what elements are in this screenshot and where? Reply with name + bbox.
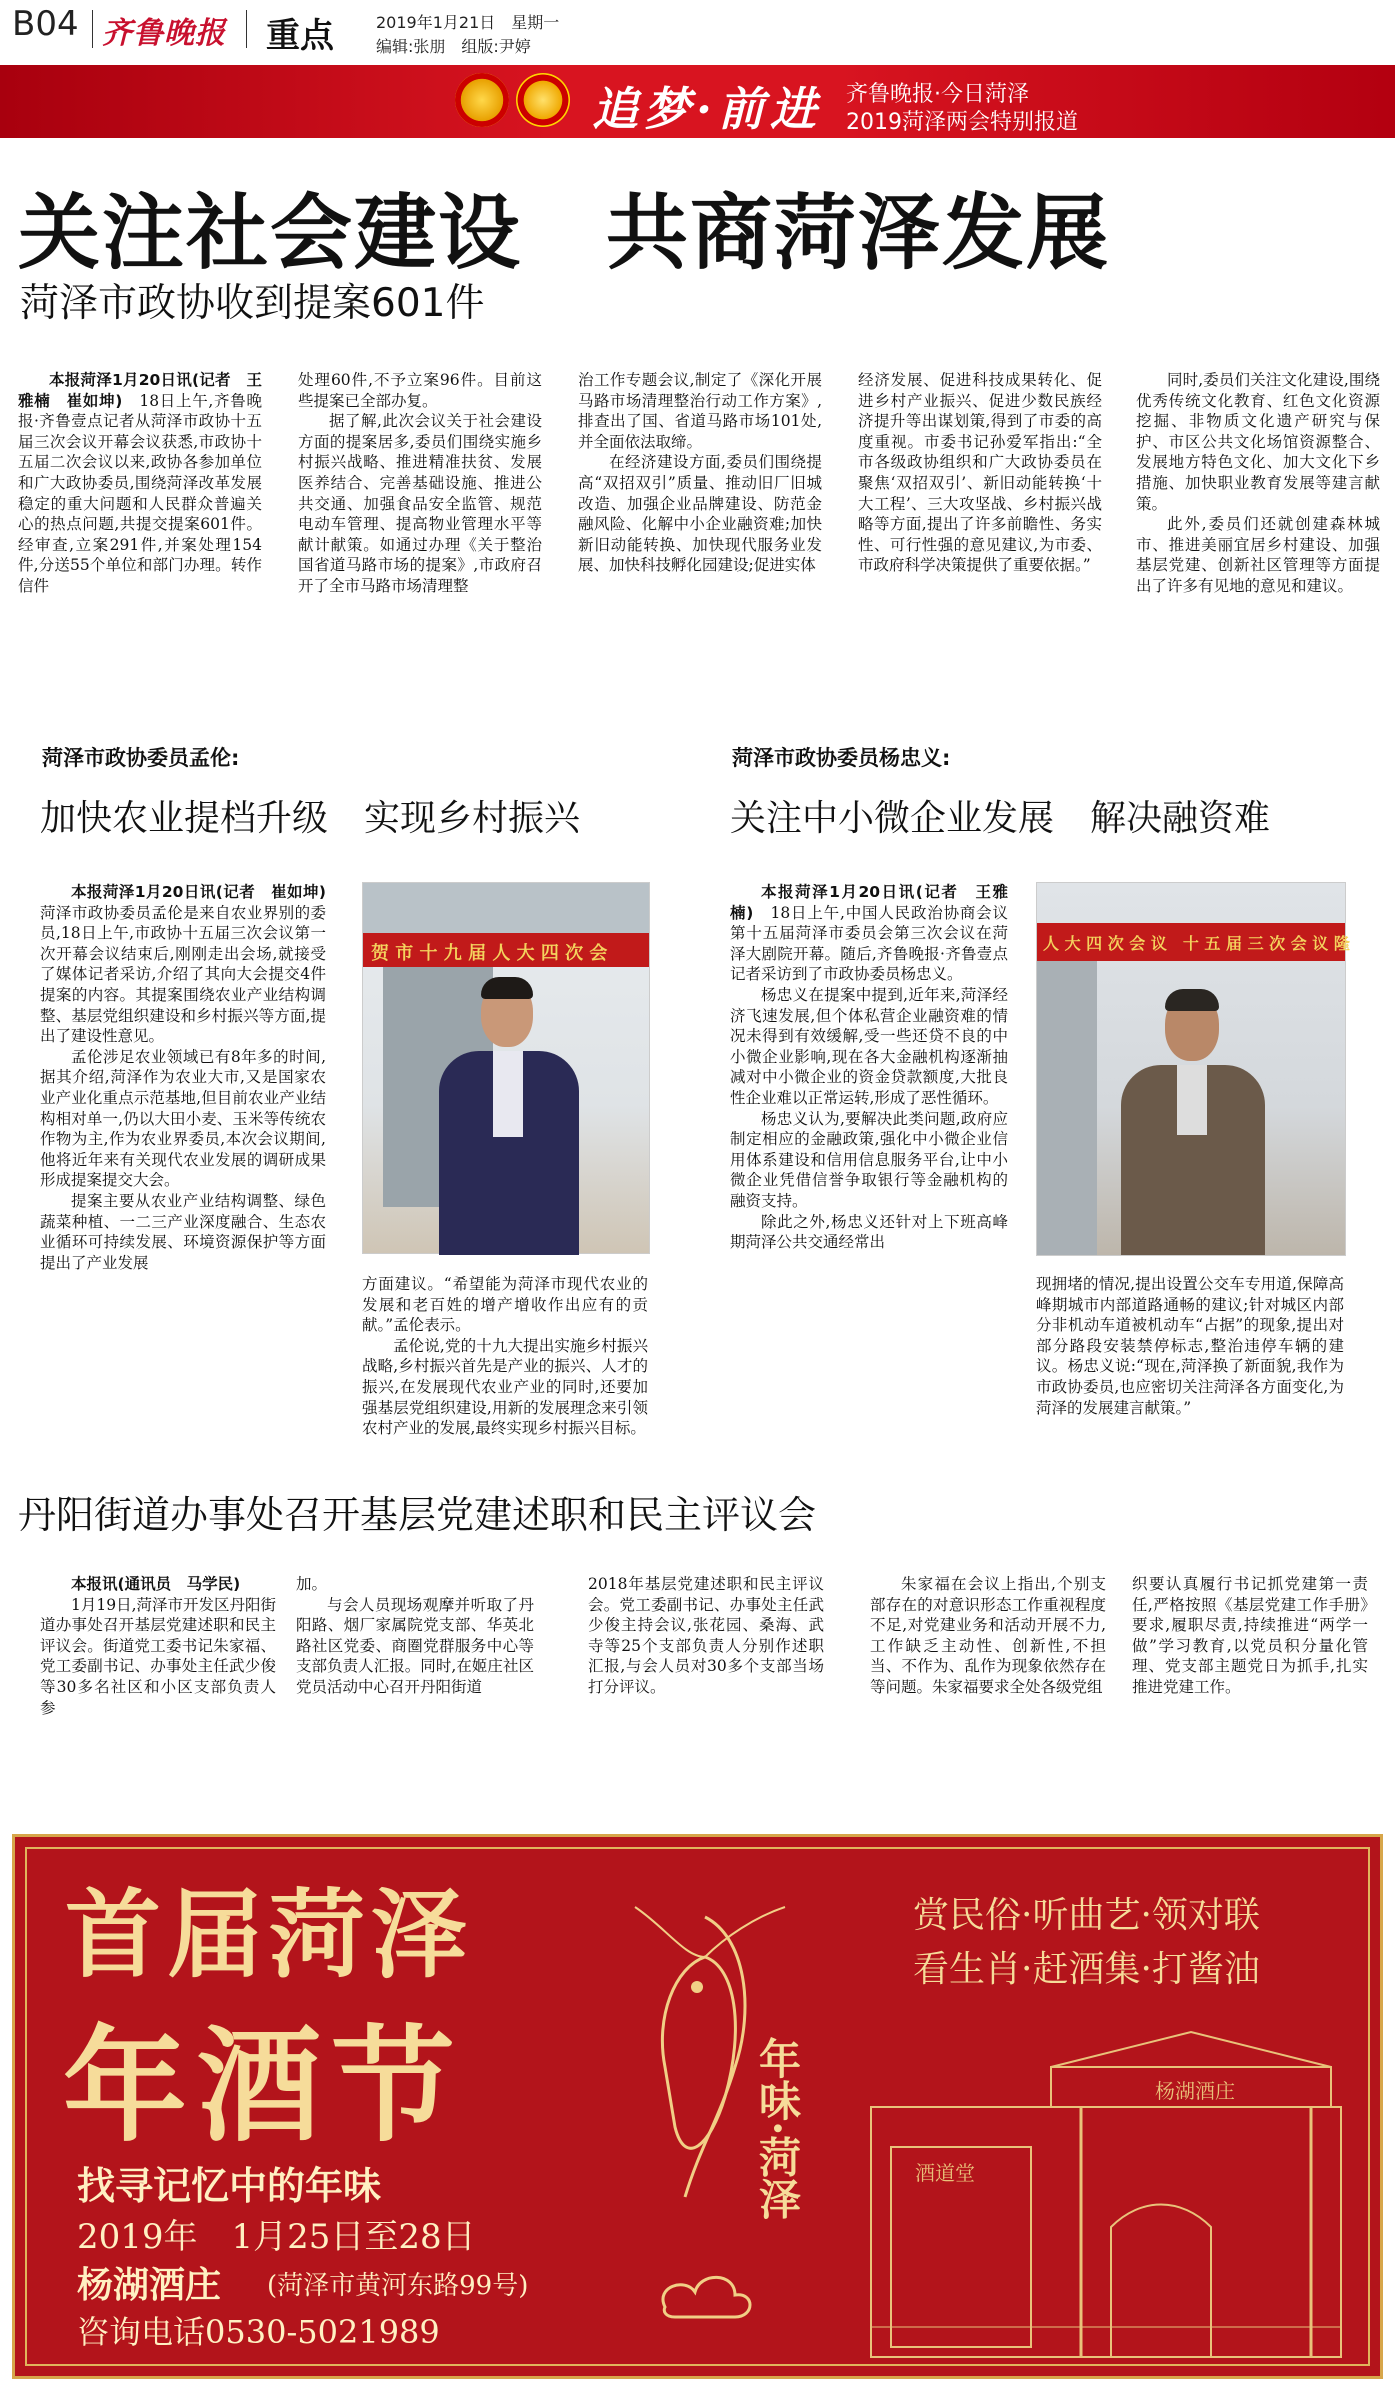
right-a-p4: 除此之外,杨忠义还针对上下班高峰期菏泽公共交通经常出 <box>730 1212 1008 1252</box>
left-a-p1: 菏泽市政协委员孟伦是来自农业界别的委员,18日上午,市政协十五届三次会议第一次开幕会议结束后,刚刚走出会场,就接受了媒体记者采访,介绍了其向大会提交4件提案的内容。其提案围绕农业产业结构调整、基层党组织建设和乡村振兴等方面,提出了建设性意见。 <box>40 903 326 1046</box>
photo-person-shirt-r <box>1177 1065 1207 1135</box>
right-dateline: 本报菏泽1月20日讯(记者 王雅楠) <box>730 883 1008 922</box>
bottom-c4-p1: 朱家福在会议上指出,个别支部存在的对意识形态工作重视程度不足,对党建业务和活动开展不力,工作缺乏主动性、创新性,不担当、不作为、乱作为现象依然存在等问题。朱家福要求全处各级党组 <box>870 1575 1106 1696</box>
special-report-banner <box>0 65 1395 138</box>
page-number: B04 <box>12 4 79 44</box>
bottom-headline: 丹阳街道办事处召开基层党建述职和民主评议会 <box>18 1493 817 1537</box>
right-a-p3: 杨忠义认为,要解决此类问题,政府应制定相应的金融政策,强化中小微企业信用体系建设和信用信息服务平台,让中小微企业凭借信誉争取银行等金融机构的融资支持。 <box>730 1109 1008 1210</box>
ad-venue: 杨湖酒庄 <box>77 2264 222 2306</box>
ad-activities-2: 看生肖·赶酒集·打酱油 <box>913 1949 1260 1990</box>
bottom-column-3 <box>588 1574 824 1754</box>
right-column-b <box>1036 1274 1344 1417</box>
lead-col2-p2: 据了解,此次会议关于社会建设方面的提案居多,委员们围绕实施乡村振兴战略、推进精准扶贫、发展医养结合、完善基础设施、推进公共交通、加强食品安全监管、规范电动车管理、提高物业管理水平等献计献策。如通过办理《关于整治国省道马路市场的提案》,市政府召开了全市马路市场清理整 <box>298 412 542 595</box>
left-b-p2: 孟伦说,党的十九大提出实施乡村振兴战略,乡村振兴首先是产业的振兴、人才的振兴,在发展现代农业产业的同时,还要加强基层党组织建设,用新的发展理念来引领农村产业的发展,最终实现乡村振兴目标。 <box>362 1336 648 1438</box>
ad-title-1: 首届菏泽 <box>65 1878 473 1991</box>
right-b-p1: 现拥堵的情况,提出设置公交车专用道,保障高峰期城市内部道路通畅的建议;针对城区内部分非机动车道被机动车“占据”的现象,提出对部分路段安装禁停标志,整治违停车辆的建议。杨忠义说:“现在,菏泽换了新面貌,我作为市政协委员,也应密切关注菏泽各方面变化,为菏泽的发展建言献策。” <box>1036 1275 1344 1417</box>
emblem-right-icon <box>516 73 570 127</box>
photo-red-banner <box>363 933 649 967</box>
bottom-c5-p1: 织要认真履行书记抓党建第一责任,严格按照《基层党建工作手册》要求,履职尽责,持续推进“两学一做”学习教育,以党员积分量化管理、党支部主题党日为抓手,扎实推进党建工作。 <box>1132 1575 1368 1696</box>
photo-banner-text-right: 人 大 四 次 会 议 十 五 届 三 次 会 议 隆 <box>1043 934 1350 953</box>
photo-pillar <box>1037 961 1097 1255</box>
banner-slogan: 追梦·前进 <box>592 82 823 136</box>
section-name: 重点 <box>266 16 334 56</box>
ad-dates: 2019年 1月25日至28日 <box>77 2217 476 2257</box>
right-photo <box>1036 882 1350 1256</box>
photo-red-banner-right <box>1037 923 1350 961</box>
left-a-p3: 提案主要从农业产业结构调整、绿色蔬菜种植、一二三产业深度融合、生态农业循环可持续发展、环境资源保护等方面提出了产业发展 <box>40 1191 326 1272</box>
left-kicker: 菏泽市政协委员孟伦: <box>42 746 240 770</box>
photo-person-hair-r <box>1165 989 1219 1011</box>
bottom-column-2 <box>296 1574 534 1754</box>
left-headline: 加快农业提档升级 实现乡村振兴 <box>40 798 581 839</box>
left-a-p2: 孟伦涉足农业领域已有8年多的时间,据其介绍,菏泽作为农业大市,又是国家农业产业化重点示范基地,但目前农业产业结构相对单一,仍以大田小麦、玉米等传统农作物为主,作为农业界委员,本次会议期间,他将近年来有关现代农业发展的调研成果形成提案提交大会。 <box>40 1047 326 1190</box>
ad-vertical-text: 年味·菏泽 <box>753 2037 802 2220</box>
lead-column-4 <box>858 370 1102 634</box>
paper-logo: 齐鲁晚报 <box>102 16 226 51</box>
left-b-p1: 方面建议。“希望能为菏泽市现代农业的发展和老百姓的增产增收作出应有的贡献。”孟伦表示。 <box>362 1275 648 1335</box>
photo-building <box>363 883 649 933</box>
right-headline: 关注中小微企业发展 解决融资难 <box>730 798 1271 839</box>
ad-subtitle: 找寻记忆中的年味 <box>77 2163 382 2208</box>
bottom-column-1 <box>40 1574 276 1754</box>
lead-col4-p1: 经济发展、促进科技成果转化、促进乡村产业振兴、促进少数民族经济提升等出谋划策,得到了市委的高度重视。市委书记孙爱军指出:“全市各级政协组织和广大政协委员在聚焦‘双招双引’、新旧动能转换‘十大工程’、三大攻坚战、乡村振兴战略等方面,提出了许多前瞻性、务实性、可行性强的意见建议,为市委、市政府科学决策提供了重要依据。” <box>858 371 1102 575</box>
right-column-a <box>730 882 1008 1398</box>
bottom-c2-p1: 加。 <box>296 1575 328 1593</box>
lead-col5-p1: 同时,委员们关注文化建设,围绕优秀传统文化教育、红色文化资源挖掘、非物质文化遗产研究与保护、市区公共文化场馆资源整合、发展地方特色文化、加大文化下乡措施、加快职业教育发展等建言献策。 <box>1136 371 1380 513</box>
lead-col5-p2: 此外,委员们还就创建森林城市、推进美丽宜居乡村建设、加强基层党建、创新社区管理等方面提出了许多有见地的意见和建议。 <box>1136 515 1380 595</box>
ad-activities-1: 赏民俗·听曲艺·领对联 <box>913 1895 1260 1936</box>
cloud-ornament-icon <box>655 2267 755 2327</box>
bottom-c2-p2: 与会人员现场观摩并听取了丹阳路、烟厂家属院党支部、华英北路社区党委、商圈党群服务中心等支部负责人汇报。同时,在姬庄社区党员活动中心召开丹阳街道 <box>296 1595 534 1696</box>
bottom-dateline: 本报讯(通讯员 马学民) <box>71 1575 241 1593</box>
left-column-b <box>362 1274 648 1438</box>
ad-sign-1: 杨湖酒庄 <box>1155 2079 1235 2103</box>
lead-headline: 关注社会建设 共商菏泽发展 <box>18 186 1111 281</box>
left-dateline: 本报菏泽1月20日讯(记者 崔如坤) <box>71 883 326 901</box>
left-photo <box>362 882 650 1254</box>
photo-person-shirt <box>493 1051 523 1137</box>
lead-col3-p1: 治工作专题会议,制定了《深化开展马路市场清理整治行动工作方案》,排查出了国、省道马路市场101处,并全面依法取缔。 <box>578 371 822 451</box>
ad-address: (菏泽市黄河东路99号) <box>267 2271 529 2301</box>
ad-title-2: 年酒节 <box>63 2014 466 2159</box>
right-a-p2: 杨忠义在提案中提到,近年来,菏泽经济飞速发展,但个体私营企业融资难的情况未得到有效缓解,受一些还贷不良的中小微企业影响,现在各大金融机构逐渐抽减对中小微企业的资金贷款额度,大批良性企业难以正常运转,形成了恶性循环。 <box>730 985 1008 1107</box>
right-a-p1: 18日上午,中国人民政治协商会议第十五届菏泽市委员会第三次会议在菏泽大剧院开幕。随后,齐鲁晚报·齐鲁壹点记者采访到了市政协委员杨忠义。 <box>730 903 1008 984</box>
bottom-column-4 <box>870 1574 1106 1754</box>
bottom-c1: 1月19日,菏泽市开发区丹阳街道办事处召开基层党建述职和民主评议会。街道党工委书记朱家福、党工委副书记、办事处主任武少俊等30多名社区和小区支部负责人参 <box>40 1595 277 1717</box>
lead-subhead: 菏泽市政协收到提案601件 <box>20 281 485 326</box>
photo-banner-text: 贺 市 十 九 届 人 大 四 次 会 <box>371 943 608 964</box>
emblem-left-icon <box>455 73 509 127</box>
lead-col3-p2: 在经济建设方面,委员们围绕提高“双招双引”质量、推动旧厂旧城改造、加强企业品牌建设、防范金融风险、化解中小企业融资难;加快新旧动能转换、加快现代服务业发展、加快科技孵化园建设;促进实体 <box>578 453 822 575</box>
bottom-column-5 <box>1132 1574 1368 1754</box>
banner-line-2: 2019菏泽两会特别报道 <box>846 110 1078 135</box>
photo-person-hair <box>481 977 533 999</box>
winery-building-illustration <box>851 2027 1361 2367</box>
lead-column-3 <box>578 370 822 634</box>
wine-festival-ad <box>12 1834 1383 2379</box>
banner-line-1: 齐鲁晚报·今日菏泽 <box>846 82 1029 107</box>
editor-credits: 编辑:张朋 组版:尹婷 <box>376 37 531 56</box>
lead-dateline: 本报菏泽1月20日讯(记者 王雅楠 崔如坤) <box>18 371 262 410</box>
lead-column-2 <box>298 370 542 634</box>
bottom-c3-p1: 2018年基层党建述职和民主评议会。党工委副书记、办事处主任武少俊主持会议,张花园、桑海、武寺等25个支部负责人分别作述职汇报,与会人员对30多个支部当场打分评议。 <box>588 1575 824 1696</box>
ad-phone: 咨询电话0530-5021989 <box>77 2313 440 2351</box>
masthead-divider-2 <box>246 10 247 48</box>
left-column-a <box>40 882 326 1398</box>
lead-column-1 <box>18 370 262 634</box>
lead-column-5 <box>1136 370 1380 634</box>
issue-date: 2019年1月21日 星期一 <box>376 13 560 32</box>
masthead-divider <box>92 10 93 48</box>
ad-sign-2: 酒道堂 <box>915 2161 975 2185</box>
lead-col2-p1: 处理60件,不予立案96件。目前这些提案已全部办复。 <box>298 371 542 410</box>
lead-col1-text: 18日上午,齐鲁晚报·齐鲁壹点记者从菏泽市政协十五届三次会议开幕会议获悉,市政协十五届二次会议以来,政协各参加单位和广大政协委员,围绕菏泽改革发展稳定的重大问题和人民群众普遍关心的热点问题,共提交提案601件。经审查,立案291件,并案处理154件,分送55个单位和部门办理。转作信件 <box>18 391 262 595</box>
right-kicker: 菏泽市政协委员杨忠义: <box>732 746 951 770</box>
